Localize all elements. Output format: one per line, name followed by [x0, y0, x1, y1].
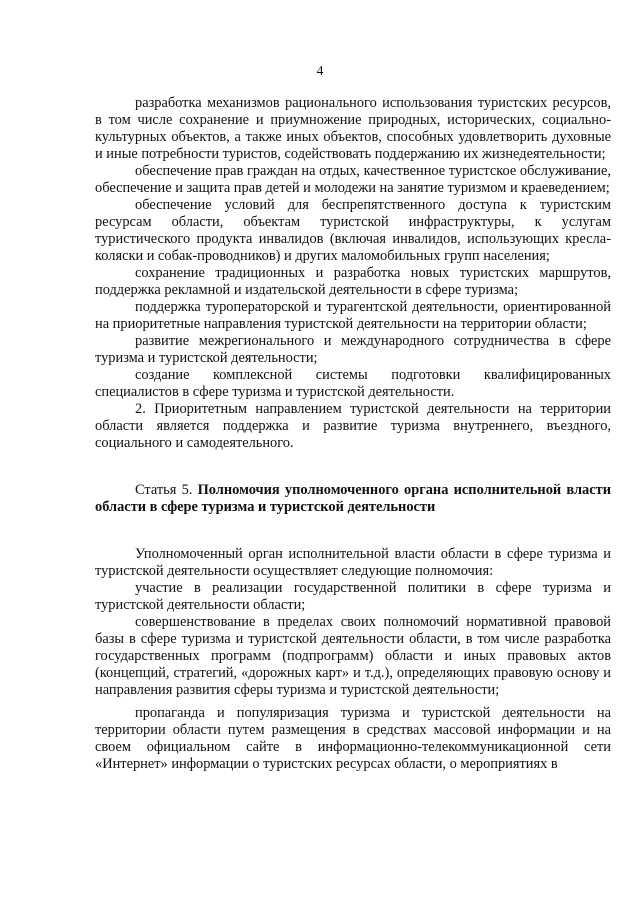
article-label: Статья 5. — [135, 482, 193, 498]
clause-2: 2. Приоритетным направлением туристской деятельности на территории области является поддержка и развитие туризма внутреннего, въездного, социального и самодеятельного. — [95, 401, 611, 451]
list-item: поддержка туроператорской и турагентской деятельности, ориентированной на приоритетные направления туристской деятельности на территории области; — [95, 299, 611, 332]
article-heading — [95, 482, 611, 516]
list-item: совершенствование в пределах своих полномочий нормативной правовой базы в сфере туризма и туристской деятельности области, в том числе разработка государственных программ (подпрограмм) области и иных правовых актов (концепций, стратегий, «дорожных карт» и т.д.), определяющих правовую основу и направления развития сферы туризма и туристской деятельности; — [95, 614, 611, 698]
list-item: обеспечение условий для беспрепятственного доступа к туристским ресурсам области, объектам туристской инфраструктуры, к услугам туристического продукта инвалидов (включая инвалидов, использующих кресла-коляски и собак-проводников) и других маломобильных групп населения; — [95, 197, 611, 264]
list-item: участие в реализации государственной политики в сфере туризма и туристской деятельности области; — [95, 580, 611, 613]
article-intro: Уполномоченный орган исполнительной власти области в сфере туризма и туристской деятельности осуществляет следующие полномочия: — [95, 546, 611, 579]
page-number: 4 — [316, 63, 324, 78]
list-item: пропаганда и популяризация туризма и туристской деятельности на территории области путем размещения в средствах массовой информации и на своем официальном сайте в информационно-телекоммуникационной сети «Интернет» информации о туристских ресурсах области, о мероприятиях в — [95, 705, 611, 772]
list-item: обеспечение прав граждан на отдых, качественное туристское обслуживание, обеспечение и защита прав детей и молодежи на занятие туризмом и краеведением; — [95, 163, 611, 196]
list-item: сохранение традиционных и разработка новых туристских маршрутов, поддержка рекламной и издательской деятельности в сфере туризма; — [95, 265, 611, 298]
list-item: создание комплексной системы подготовки квалифицированных специалистов в сфере туризма и туристской деятельности. — [95, 367, 611, 400]
list-item: разработка механизмов рационального использования туристских ресурсов, в том числе сохранение и приумножение природных, исторических, социально-культурных объектов, а также иных объектов, способных удовлетворить духовные и иные потребности туристов, содействовать поддержанию их жизнедеятельности; — [95, 95, 611, 162]
list-item: развитие межрегионального и международного сотрудничества в сфере туризма и туристской деятельности; — [95, 333, 611, 366]
document-body — [95, 95, 611, 773]
article-title: Полномочия уполномоченного органа исполнительной власти области в сфере туризма и туристской деятельности — [95, 482, 611, 515]
